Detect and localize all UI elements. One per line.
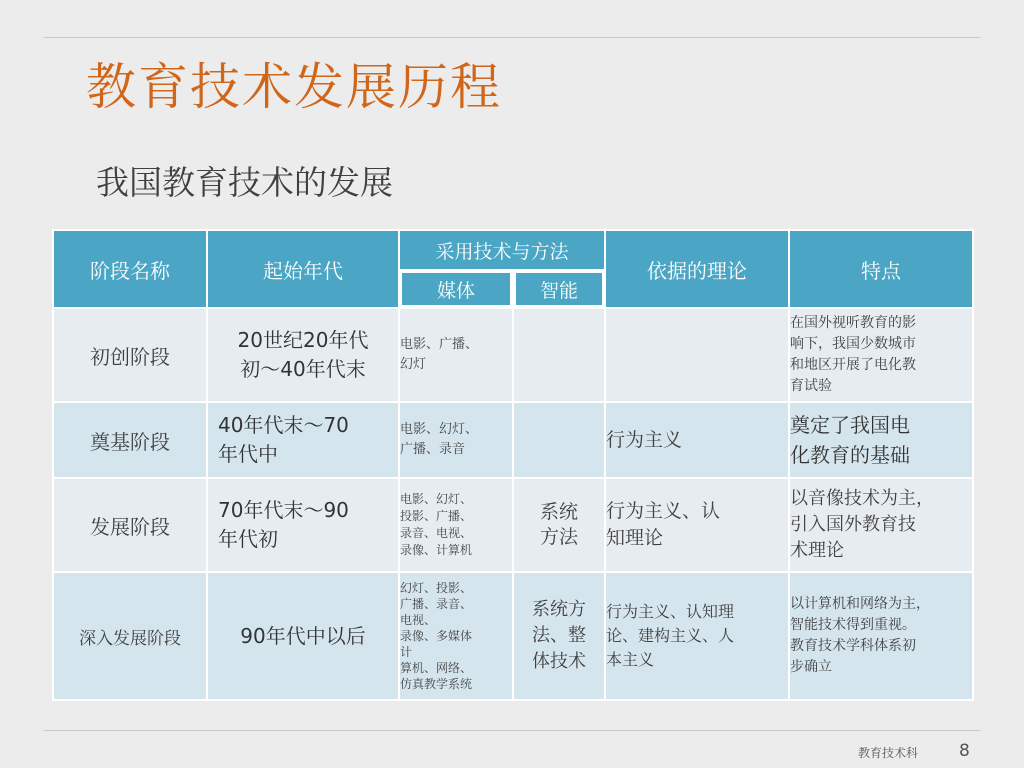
media-line: 电影、幻灯、 <box>400 492 473 506</box>
header-era: 起始年代 <box>207 230 399 308</box>
theory-cell <box>605 572 789 700</box>
header-features: 特点 <box>789 230 973 308</box>
header-stage: 阶段名称 <box>53 230 207 308</box>
era-line: 70年代末～90 <box>218 498 349 522</box>
features-line: 以音像技术为主， <box>790 488 934 509</box>
table-row <box>53 402 973 478</box>
media-line: 广播、录音 <box>400 442 466 457</box>
media-cell <box>399 572 513 700</box>
era-cell <box>207 402 399 478</box>
features-line: 响下，我国少数城市 <box>790 336 916 352</box>
table-row <box>53 478 973 572</box>
media-line: 录音、电视、 <box>400 526 473 540</box>
era-cell <box>207 572 399 700</box>
theory-cell <box>605 402 789 478</box>
era-cell <box>207 308 399 402</box>
features-line: 奠定了我国电 <box>790 413 910 437</box>
features-line: 术理论 <box>790 540 844 561</box>
table-row <box>53 572 973 700</box>
media-line: 录像、计算机 <box>400 543 473 557</box>
media-cell <box>399 308 513 402</box>
theory-line: 知理论 <box>606 527 664 549</box>
history-table <box>52 229 974 701</box>
media-line: 计 <box>400 645 413 659</box>
smart-line: 系统方 <box>532 599 586 620</box>
features-cell <box>789 572 973 700</box>
top-divider <box>44 37 980 38</box>
stage-cell: 奠基阶段 <box>53 402 207 478</box>
media-cell <box>399 478 513 572</box>
smart-line: 法、整 <box>532 625 586 646</box>
page-number: 8 <box>959 741 970 761</box>
media-line: 电影、广播、 <box>400 337 479 352</box>
theory-line: 行为主义、认 <box>606 500 721 522</box>
era-cell <box>207 478 399 572</box>
stage-cell: 发展阶段 <box>53 478 207 572</box>
features-line: 在国外视听教育的影 <box>790 315 916 331</box>
era-line: 年代初 <box>218 527 278 551</box>
theory-line: 行为主义、认知理 <box>606 602 735 621</box>
era-line: 90年代中以后 <box>240 623 366 648</box>
smart-cell <box>513 572 605 700</box>
era-line: 20世纪20年代 <box>237 328 369 352</box>
bottom-divider <box>44 730 980 731</box>
smart-line: 体技术 <box>532 651 586 672</box>
media-line: 录像、多媒体 <box>400 629 473 643</box>
features-line: 化教育的基础 <box>790 443 910 467</box>
era-line: 40年代末～70 <box>218 413 349 437</box>
slide-title: 教育技术发展历程 <box>86 58 502 116</box>
features-line: 引入国外教育技 <box>790 514 916 535</box>
media-line: 幻灯、投影、 <box>400 581 473 595</box>
media-line: 广播、录音、 <box>400 597 473 611</box>
header-smart: 智能 <box>513 270 605 308</box>
smart-line: 方法 <box>539 526 578 548</box>
smart-line: 系统 <box>539 501 578 523</box>
era-line: 年代中 <box>218 442 278 466</box>
features-line: 育试验 <box>790 378 832 394</box>
features-line: 教育技术学科体系初 <box>790 638 916 654</box>
media-line: 电影、幻灯、 <box>400 422 479 437</box>
stage-cell: 初创阶段 <box>53 308 207 402</box>
media-line: 投影、广播、 <box>400 509 473 523</box>
era-line: 初～40年代末 <box>240 357 366 381</box>
smart-cell <box>513 402 605 478</box>
theory-line: 论、建构主义、人 <box>606 626 735 645</box>
features-line: 以计算机和网络为主， <box>790 596 930 612</box>
stage-cell: 深入发展阶段 <box>53 572 207 700</box>
theory-cell <box>605 308 789 402</box>
smart-cell <box>513 478 605 572</box>
media-line: 幻灯 <box>400 357 427 372</box>
table-row <box>53 308 973 402</box>
theory-line: 行为主义 <box>606 428 683 451</box>
theory-cell <box>605 478 789 572</box>
footer-label: 教育技术科 <box>858 746 919 760</box>
header-method: 采用技术与方法 <box>399 230 605 270</box>
media-line: 电视、 <box>400 613 437 627</box>
features-line: 智能技术得到重视。 <box>790 617 916 633</box>
smart-cell <box>513 308 605 402</box>
features-line: 步确立 <box>790 659 832 675</box>
header-theory: 依据的理论 <box>605 230 789 308</box>
media-line: 算机、网络、 <box>400 661 473 675</box>
slide-subtitle: 我国教育技术的发展 <box>96 163 393 202</box>
theory-line: 本主义 <box>606 650 655 669</box>
features-line: 和地区开展了电化教 <box>790 357 916 373</box>
features-cell <box>789 308 973 402</box>
features-cell <box>789 478 973 572</box>
features-cell <box>789 402 973 478</box>
media-line: 仿真教学系统 <box>400 677 473 691</box>
media-cell <box>399 402 513 478</box>
header-media: 媒体 <box>399 270 513 308</box>
